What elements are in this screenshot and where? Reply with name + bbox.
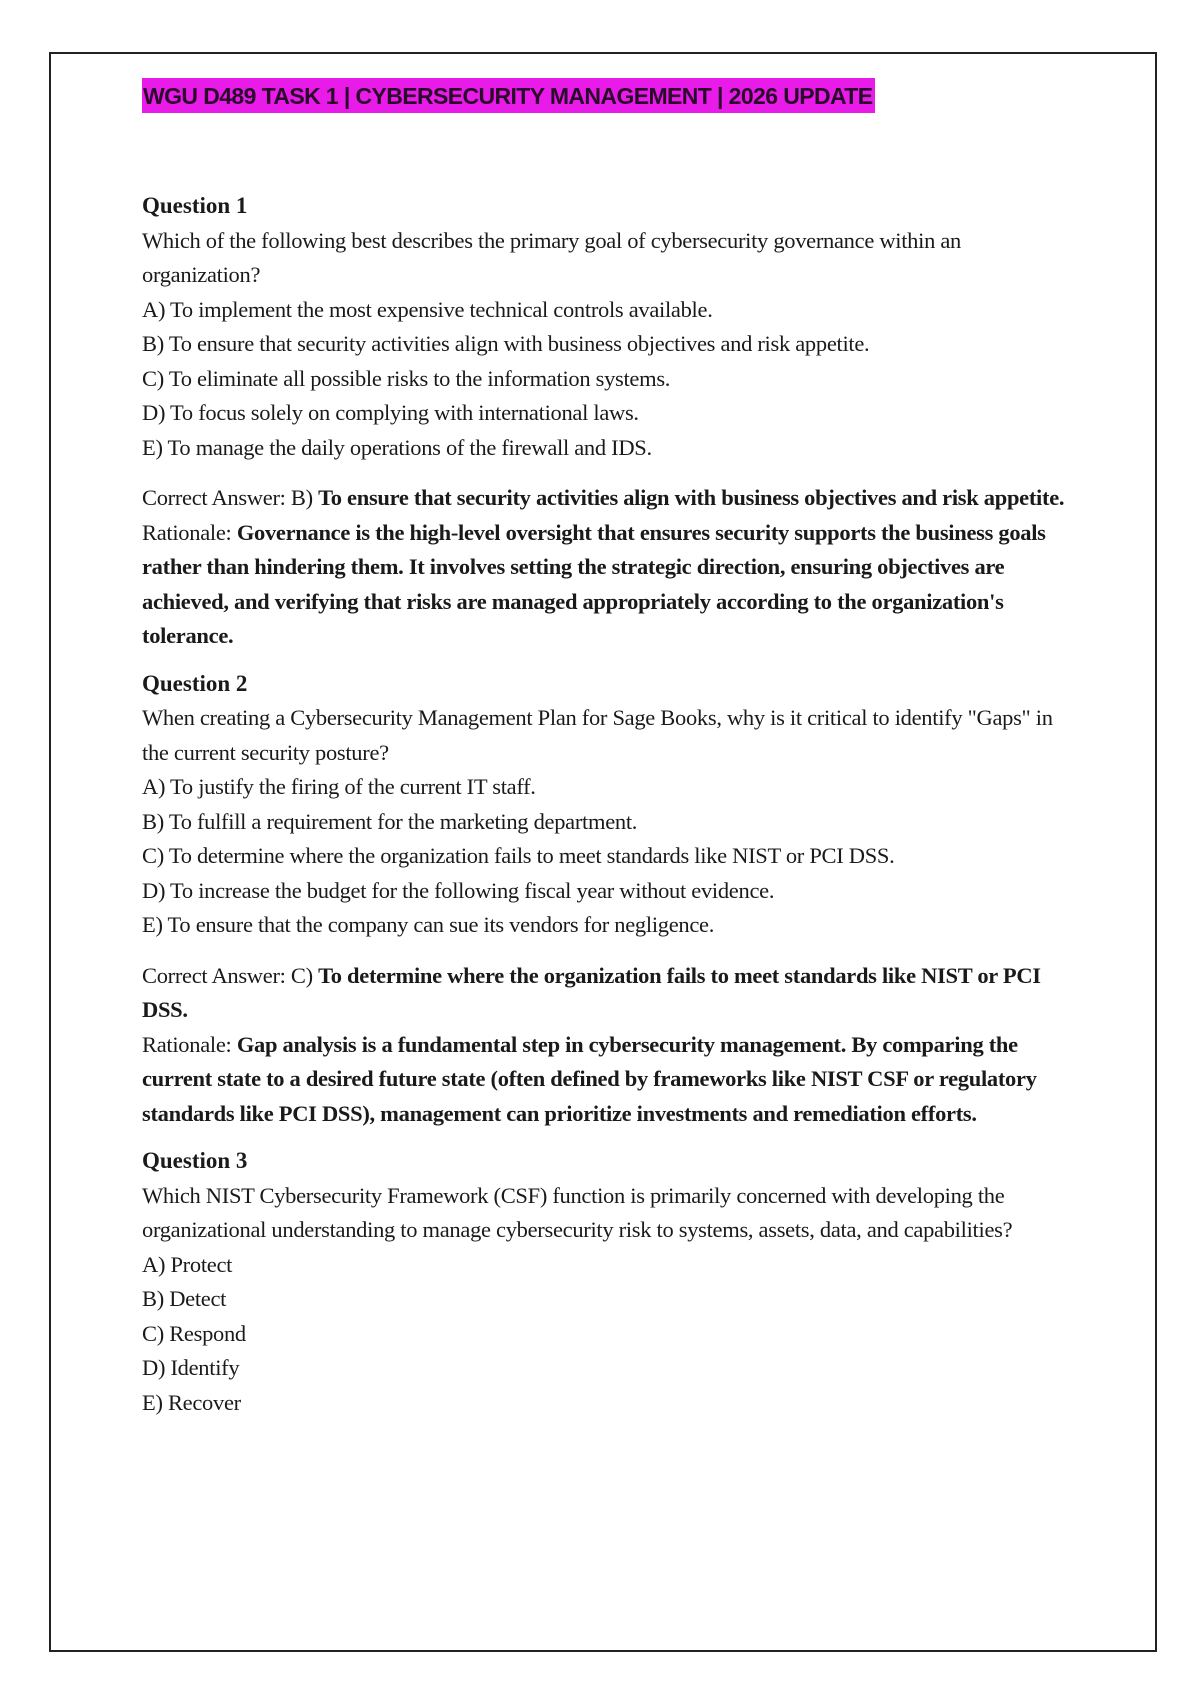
question-2 bbox=[142, 667, 1072, 1132]
question-heading: Question 3 bbox=[142, 1148, 248, 1173]
option-e: E) Recover bbox=[142, 1389, 241, 1415]
option-c: C) Respond bbox=[142, 1320, 246, 1346]
question-1 bbox=[142, 189, 1072, 654]
question-heading: Question 2 bbox=[142, 670, 248, 696]
answer-block bbox=[142, 959, 1072, 1132]
option-d: D) To increase the budget for the following fiscal year without evidence. bbox=[142, 877, 775, 903]
option-a: A) To implement the most expensive technical controls available. bbox=[142, 296, 713, 322]
option-a: A) To justify the firing of the current IT staff. bbox=[142, 774, 536, 799]
answer-prefix: Correct Answer: C) bbox=[142, 962, 313, 988]
document-content bbox=[142, 78, 1072, 1433]
question-text: Which of the following best describes the primary goal of cybersecurity governance within an organization? bbox=[142, 227, 961, 287]
question-3 bbox=[142, 1144, 1072, 1420]
rationale bbox=[142, 516, 1072, 654]
option-c: C) To determine where the organization fails to meet standards like NIST or PCI DSS. bbox=[142, 843, 895, 868]
option-d: D) To focus solely on complying with international laws. bbox=[142, 400, 639, 425]
rationale-prefix: Rationale: bbox=[142, 1031, 232, 1057]
option-b: B) To ensure that security activities align with business objectives and risk appetite. bbox=[142, 331, 870, 356]
option-b: B) To fulfill a requirement for the marketing department. bbox=[142, 808, 638, 834]
option-a: A) Protect bbox=[142, 1251, 233, 1277]
answer-block bbox=[142, 481, 1072, 654]
question-heading: Question 1 bbox=[142, 193, 248, 218]
answer-prefix: Correct Answer: B) bbox=[142, 485, 313, 510]
option-e: E) To manage the daily operations of the firewall and IDS. bbox=[142, 434, 652, 460]
rationale-text: Gap analysis is a fundamental step in cybersecurity management. By comparing the current state to a desired future state (often defined by frameworks like NIST CSF or regulatory standards like PCI DSS), management can prioritize investments and remediation efforts. bbox=[142, 1031, 1037, 1126]
rationale-text: Governance is the high-level oversight that ensures security supports the business goals rather than hindering them. It involves setting the strategic direction, ensuring objectives are achieved, and verifying that risks are managed appropriately according to the organization's tolerance. bbox=[142, 519, 1046, 648]
answer-text: To ensure that security activities align with business objectives and risk appetite. bbox=[318, 485, 1065, 510]
question-text: When creating a Cybersecurity Management Plan for Sage Books, why is it critical to identify "Gaps" in the current security posture? bbox=[142, 705, 1053, 765]
option-e: E) To ensure that the company can sue its vendors for negligence. bbox=[142, 912, 715, 937]
rationale-prefix: Rationale: bbox=[142, 519, 232, 545]
correct-answer bbox=[142, 481, 1072, 516]
option-d: D) Identify bbox=[142, 1355, 240, 1380]
answer-text: To determine where the organization fails to meet standards like NIST or PCI DSS. bbox=[142, 962, 1041, 1022]
option-b: B) Detect bbox=[142, 1286, 227, 1311]
document-title: WGU D489 TASK 1 | CYBERSECURITY MANAGEMENT | 2026 UPDATE bbox=[142, 78, 875, 113]
option-c: C) To eliminate all possible risks to the information systems. bbox=[142, 365, 671, 391]
rationale bbox=[142, 1028, 1072, 1132]
correct-answer bbox=[142, 959, 1072, 1028]
question-text: Which NIST Cybersecurity Framework (CSF) function is primarily concerned with developing the organizational understanding to manage cybersecurity risk to systems, assets, data, and capabilities? bbox=[142, 1182, 1013, 1242]
